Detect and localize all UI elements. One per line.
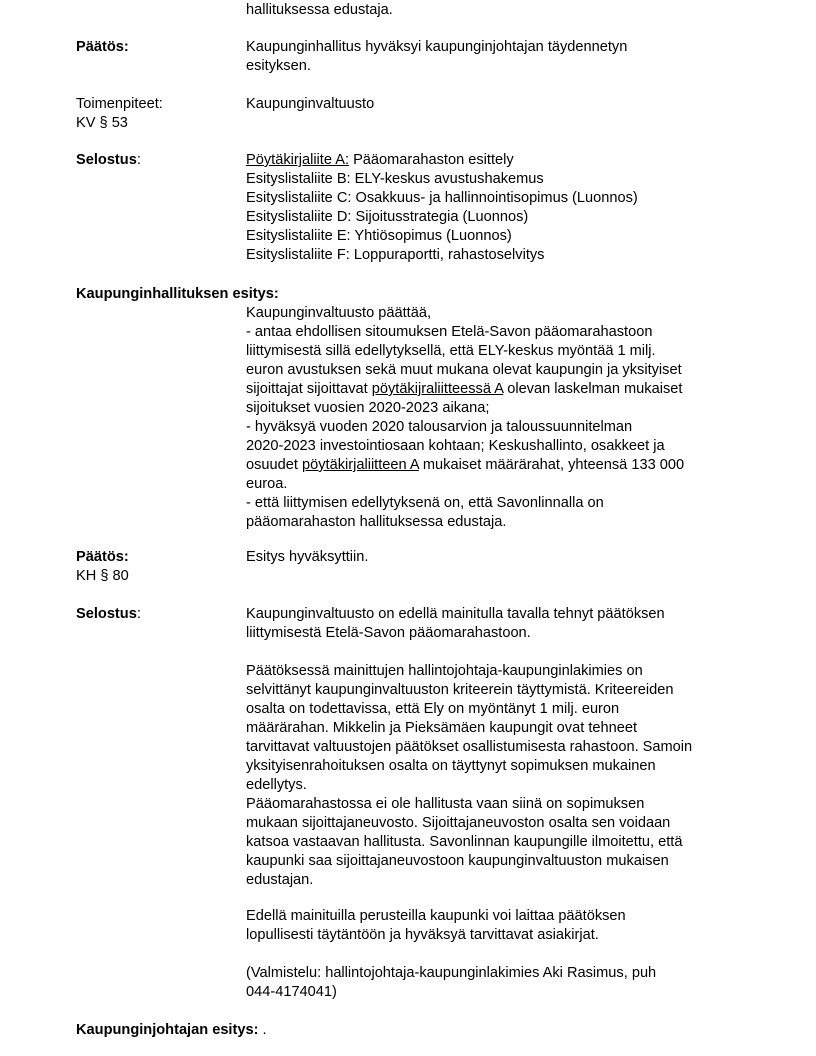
attachment-item-a [246, 151, 746, 170]
proposal-line: liittymisestä sillä edellytyksellä, että ELY-keskus myöntää 1 milj. [246, 343, 656, 359]
proposal-line: pääomarahaston hallituksessa edustaja. [246, 514, 507, 530]
proposal-text: sijoittajat sijoittavat [246, 381, 372, 397]
explanation-text [246, 605, 746, 643]
explanation-line: edustajan. [246, 872, 314, 888]
mayor-proposal-label [76, 1021, 267, 1040]
proposal-text: mukaiset määrärahat, yhteensä 133 000 [418, 457, 685, 473]
decision-text-2 [246, 548, 746, 567]
actions-text [246, 95, 746, 114]
explanation-line: osalta on todettavissa, että Ely on myöntänyt 1 milj. euron [246, 701, 620, 717]
proposal-line: - hyväksyä vuoden 2020 talousarvion ja taloussuunnitelman [246, 419, 633, 435]
actions-reference: KV § 53 [76, 115, 128, 131]
explanation-paragraph-2 [246, 662, 746, 890]
top-fragment [246, 1, 746, 20]
decision-reference: KH § 80 [76, 568, 129, 584]
decision-label-1: Päätös: [76, 39, 129, 55]
attachment-item-e: Esityslistaliite E: Yhtiösopimus (Luonnos) [246, 228, 512, 244]
proposal-line: - että liittymisen edellytyksenä on, että Savonlinnalla on [246, 495, 604, 511]
explanation-line: katsoa vastaavan hallitusta. Savonlinnan kaupungille ilmoitettu, että [246, 834, 683, 850]
preparer-info [246, 964, 746, 1002]
proposal-line [246, 380, 746, 399]
explanation-line: määrärahan. Mikkelin ja Pieksämäen kaupungit ovat tehneet [246, 720, 638, 736]
decision-text-1 [246, 38, 746, 76]
proposal-line: Kaupunginvaltuusto päättää, [246, 305, 432, 321]
proposal-line: - antaa ehdollisen sitoumuksen Etelä-Savon pääomarahastoon [246, 324, 653, 340]
proposal-line: 2020-2023 investointiosaan kohtaan; Keskushallinto, osakkeet ja [246, 438, 665, 454]
mayor-proposal-label-text: Kaupunginjohtajan esitys: [76, 1022, 259, 1038]
explanation-label-2-text: Selostus [76, 606, 137, 622]
attachment-a-reference-link-2[interactable]: pöytäkirjaliitteen A [302, 457, 419, 473]
explanation-label-2 [76, 605, 141, 624]
decision-label-2-text: Päätös: [76, 549, 129, 565]
explanation-label-2-colon: : [136, 606, 141, 622]
explanation-line: liittymisestä Etelä-Savon pääomarahastoon. [246, 625, 531, 641]
explanation-line: edellytys. [246, 777, 307, 793]
proposal-line: euroa. [246, 476, 288, 492]
explanation-label-1-text: Selostus [76, 152, 137, 168]
preparer-line: 044-4174041) [246, 984, 337, 1000]
attachment-a-link[interactable]: Pöytäkirjaliite A: [246, 152, 350, 168]
explanation-line: mukaan sijoittajaneuvosto. Sijoittajaneuvoston osalta sen voidaan [246, 815, 671, 831]
attachment-item-c: Esityslistaliite C: Osakkuus- ja hallinnointisopimus (Luonnos) [246, 190, 638, 206]
top-fragment-text: hallituksessa edustaja. [246, 2, 393, 18]
decision-label-2 [76, 548, 129, 586]
explanation-paragraph-3 [246, 907, 746, 945]
proposal-text: olevan laskelman mukaiset [503, 381, 683, 397]
proposal-text: osuudet [246, 457, 302, 473]
explanation-line: lopullisesti täytäntöön ja hyväksyä tarvittavat asiakirjat. [246, 927, 599, 943]
explanation-line: Pääomarahastossa ei ole hallitusta vaan siinä on sopimuksen [246, 796, 645, 812]
explanation-line: Päätöksessä mainittujen hallintojohtaja-kaupunginlakimies on [246, 663, 643, 679]
actions-label [76, 95, 163, 133]
attachment-item-f: Esityslistaliite F: Loppuraportti, rahastoselvitys [246, 247, 545, 263]
attachment-item-d: Esityslistaliite D: Sijoitusstrategia (Luonnos) [246, 209, 529, 225]
explanation-label-1-colon: : [136, 152, 141, 168]
board-proposal-label: Kaupunginhallituksen esitys: [76, 286, 279, 302]
explanation-line: kaupunki saa sijoittajaneuvostoon kaupunginvaltuuston mukaisen [246, 853, 669, 869]
attachment-a-text: Pääomarahaston esittely [349, 152, 514, 168]
mayor-proposal-text: . [258, 1022, 267, 1038]
proposal-line: sijoitukset vuosien 2020-2023 aikana; [246, 400, 490, 416]
proposal-line: euron avustuksen sekä muut mukana olevat kaupungin ja yksityiset [246, 362, 682, 378]
attachment-a-reference-link[interactable]: pöytäkijraliitteessä A [371, 381, 504, 397]
preparer-line: (Valmistelu: hallintojohtaja-kaupunginlakimies Aki Rasimus, puh [246, 965, 657, 981]
explanation-line: Edellä mainituilla perusteilla kaupunki voi laittaa päätöksen [246, 908, 626, 924]
board-proposal-text [246, 304, 746, 532]
explanation-line: Kaupunginvaltuusto on edellä mainitulla tavalla tehnyt päätöksen [246, 606, 665, 622]
explanation-label-1 [76, 151, 141, 170]
decision-2-line: Esitys hyväksyttiin. [246, 549, 369, 565]
explanation-line: yksityisenrahoituksen osalta on täyttynyt sopimuksen mukainen [246, 758, 656, 774]
decision-1-line-1: Kaupunginhallitus hyväksyi kaupunginjohtajan täydennetyn [246, 39, 628, 55]
actions-label-text: Toimenpiteet: [76, 96, 163, 112]
explanation-line: tarvittavat valtuustojen päätökset osallistumisesta rahastoon. Samoin [246, 739, 693, 755]
proposal-line [246, 456, 746, 475]
explanation-line: selvittänyt kaupunginvaltuuston kriteerein täyttymistä. Kriteereiden [246, 682, 674, 698]
attachment-item-b: Esityslistaliite B: ELY-keskus avustushakemus [246, 171, 544, 187]
actions-text-line: Kaupunginvaltuusto [246, 96, 375, 112]
decision-1-line-2: esityksen. [246, 58, 311, 74]
attachment-list [246, 151, 746, 265]
